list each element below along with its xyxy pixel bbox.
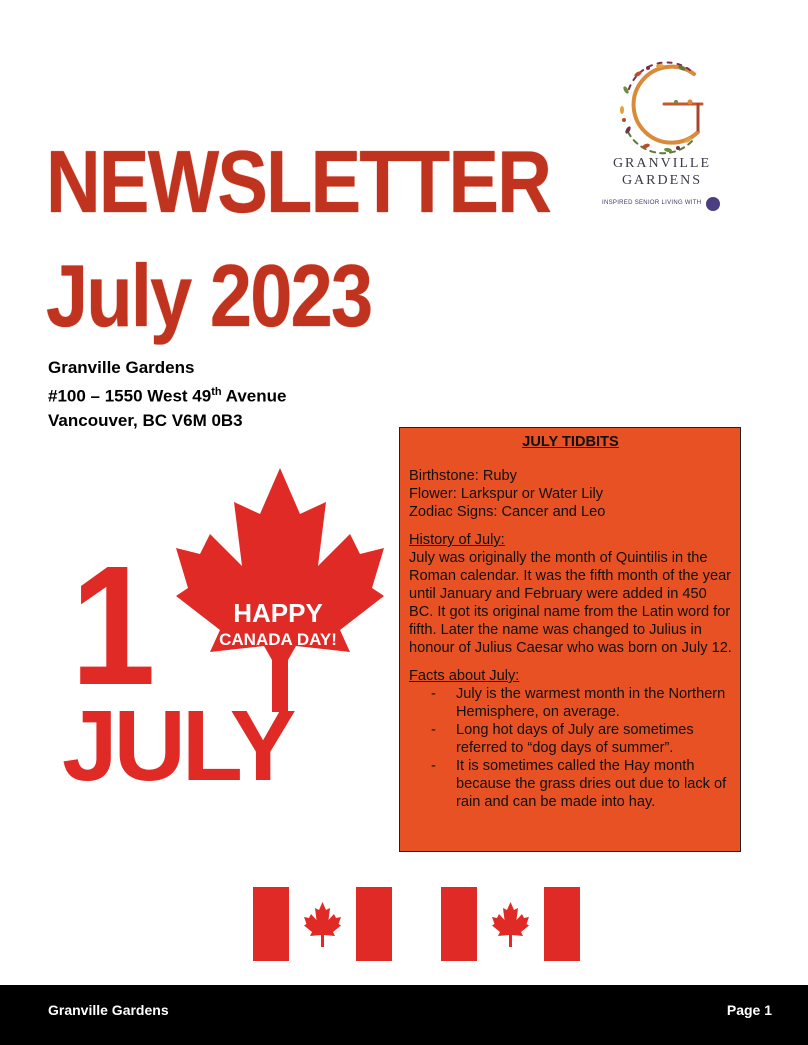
canada-day-label: CANADA DAY! xyxy=(219,630,337,649)
footer-org-name: Granville Gardens xyxy=(48,1002,169,1018)
wreath-g-icon xyxy=(598,52,726,172)
birthstone-text: Birthstone: Ruby xyxy=(409,468,517,484)
history-text: July was originally the month of Quintilis in the Roman calendar. It was the fifth month of the year until January and February were added in 450 BC. It got its original name from the Latin word for fifth. Later the name was changed to Julius in honour of Julius Caesar who was born on July 12. xyxy=(409,550,732,656)
logo-tagline: INSPIRED SENIOR LIVING WITH xyxy=(602,200,702,206)
page-footer xyxy=(0,985,808,1045)
page-number: Page 1 xyxy=(726,1002,772,1018)
canada-day-number: 1 xyxy=(70,531,156,721)
facts-title: Facts about July: xyxy=(409,668,520,684)
address-block xyxy=(48,356,286,433)
july-tidbits-box xyxy=(399,427,741,852)
fact-item: - It is sometimes called the Hay month because the grass dries out due to lack of rain and can be made into hay. xyxy=(409,757,732,811)
address-street: #100 – 1550 West 49th Avenue xyxy=(48,386,287,406)
newsletter-title: NEWSLETTER xyxy=(46,132,551,231)
partner-badge-icon xyxy=(706,197,720,211)
granville-gardens-logo xyxy=(598,52,726,218)
canada-day-month: JULY xyxy=(62,690,293,792)
newsletter-date: July 2023 xyxy=(46,246,372,345)
history-title: History of July: xyxy=(409,532,505,548)
canada-flag-icon xyxy=(441,887,580,961)
maple-leaf-icon xyxy=(176,468,384,712)
address-name: Granville Gardens xyxy=(48,358,195,377)
facts-list xyxy=(409,685,732,811)
logo-name-line2: GARDENS xyxy=(621,173,703,188)
zodiac-text: Zodiac Signs: Cancer and Leo xyxy=(409,504,606,520)
flower-text: Flower: Larkspur or Water Lily xyxy=(409,486,604,502)
canada-flag-icon xyxy=(253,887,392,961)
fact-item: - Long hot days of July are sometimes referred to “dog days of summer”. xyxy=(409,721,732,757)
logo-name-line1: GRANVILLE xyxy=(612,156,712,171)
happy-canada-day-graphic xyxy=(58,462,388,792)
happy-label: HAPPY xyxy=(233,598,323,628)
fact-item: - July is the warmest month in the Northern Hemisphere, on average. xyxy=(409,685,732,721)
address-city: Vancouver, BC V6M 0B3 xyxy=(48,410,243,430)
tidbits-heading: JULY TIDBITS xyxy=(522,434,619,450)
